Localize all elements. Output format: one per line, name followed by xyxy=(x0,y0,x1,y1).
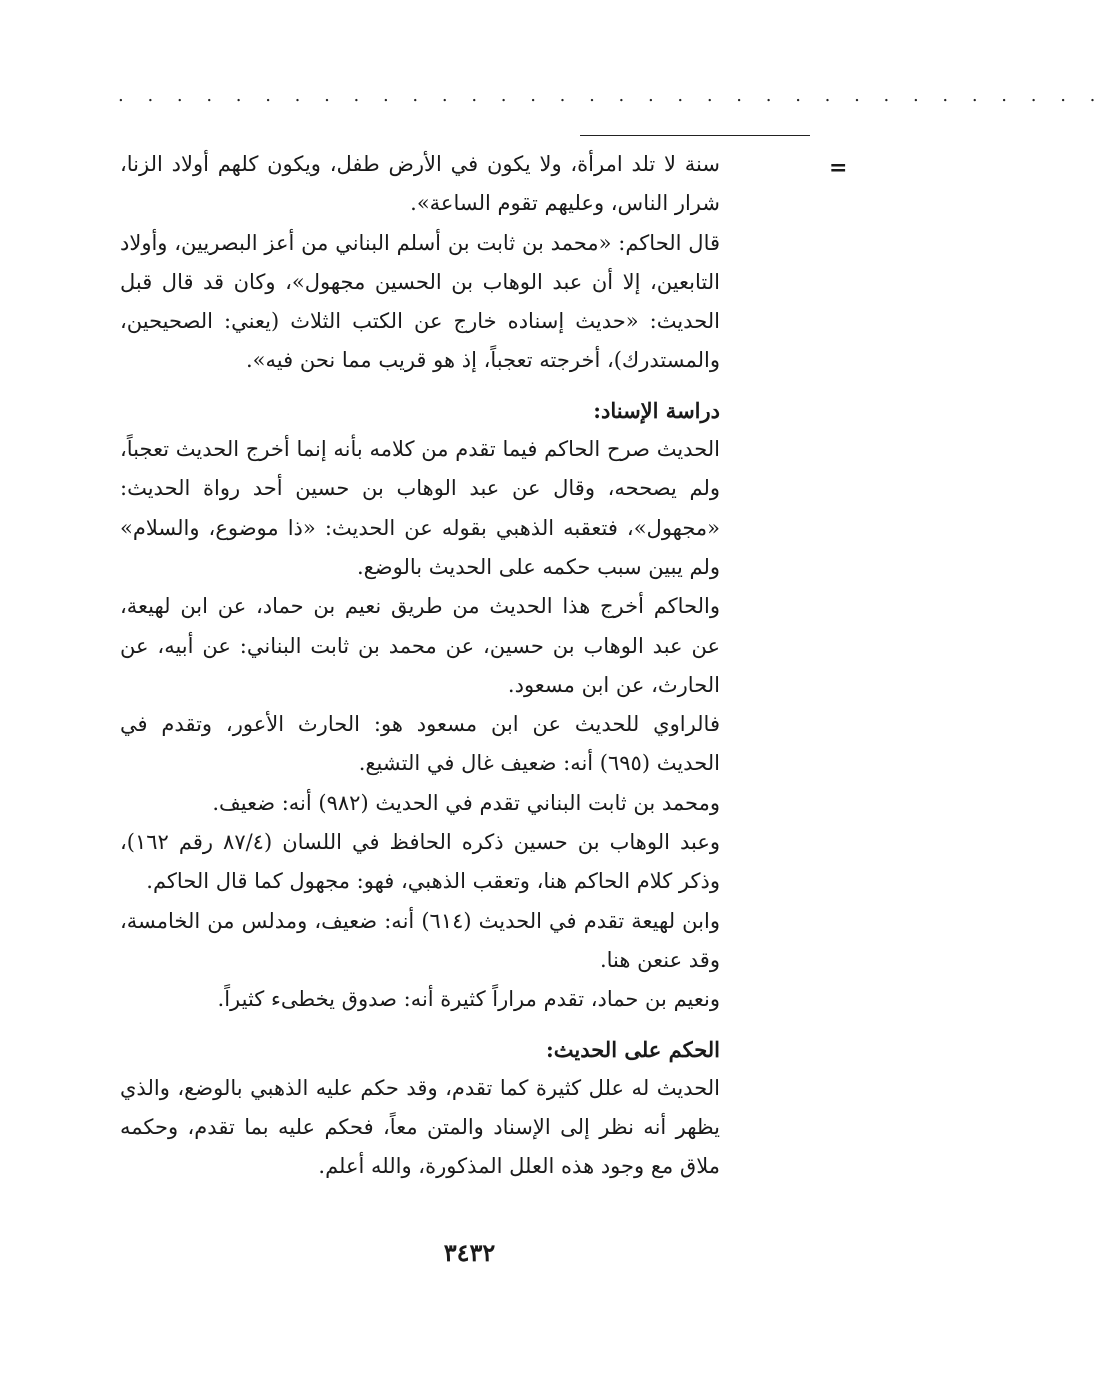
paragraph: فالراوي للحديث عن ابن مسعود هو: الحارث الأعور، وتقدم في الحديث (٦٩٥) أنه: ضعيف غال في التشيع. xyxy=(120,712,720,776)
paragraph: الحديث له علل كثيرة كما تقدم، وقد حكم عليه الذهبي بالوضع، والذي يظهر أنه نظر إلى الإسناد والمتن معاً، فحكم عليه بما تقدم، وحكمه ملاق مع وجود هذه العلل المذكورة، والله أعلم. xyxy=(120,1075,720,1179)
section-heading-ruling: الحكم على الحديث: xyxy=(546,1036,720,1062)
section-heading-isnad: دراسة الإسناد: xyxy=(593,397,720,423)
paragraph: والحاكم أخرج هذا الحديث من طريق نعيم بن حماد، عن ابن لهيعة، عن عبد الوهاب بن حسين، عن محمد بن ثابت البناني: عن أبيه، عن الحارث، عن ابن مسعود. xyxy=(120,594,720,697)
paragraph: سنة لا تلد امرأة، ولا يكون في الأرض طفل، ويكون كلهم أولاد الزنا، شرار الناس، وعليهم تقوم الساعة». xyxy=(120,152,720,216)
paragraph: وعبد الوهاب بن حسين ذكره الحافظ في اللسان (٨٧/٤ رقم ١٦٢)، وذكر كلام الحاكم هنا، وتعقب الذهبي، فهو: مجهول كما قال الحاكم. xyxy=(120,830,720,894)
paragraph: قال الحاكم: «محمد بن ثابت بن أسلم البناني من أعز البصريين، وأولاد التابعين، إلا أن عبد الوهاب بن الحسين مجهول»، وكان قد قال قبل الحديث: «حديث إسناده خارج عن الكتب الثلاث (يعني: الصحيحين، والمستدرك)، أخرجته تعجباً، إذ هو قريب مما نحن فيه». xyxy=(120,230,720,373)
paragraph: ومحمد بن ثابت البناني تقدم في الحديث (٩٨٢) أنه: ضعيف. xyxy=(212,790,720,815)
paragraph: ونعيم بن حماد، تقدم مراراً كثيرة أنه: صدوق يخطىء كثيراً. xyxy=(217,987,720,1012)
page-body xyxy=(120,145,720,1187)
margin-marker: = xyxy=(829,155,848,181)
paragraph: الحديث صرح الحاكم فيما تقدم من كلامه بأنه إنما أخرج الحديث تعجباً، ولم يصححه، وقال عن عبد الوهاب بن حسين أحد رواة الحديث: «مجهول»، فتعقبه الذهبي بقوله عن الحديث: «ذا موضوع، والسلام» ولم يبين سبب حكمه على الحديث بالوضع. xyxy=(120,437,720,579)
header-dot-leader: . . . . . . . . . . . . . . . . . . . . . . . . . . . . . . . . . . xyxy=(118,85,1104,106)
page-number: ٣٤٣٢ xyxy=(443,1238,496,1267)
footnote-rule xyxy=(580,135,810,136)
paragraph: وابن لهيعة تقدم في الحديث (٦١٤) أنه: ضعيف، ومدلس من الخامسة، وقد عنعن هنا. xyxy=(120,908,720,972)
